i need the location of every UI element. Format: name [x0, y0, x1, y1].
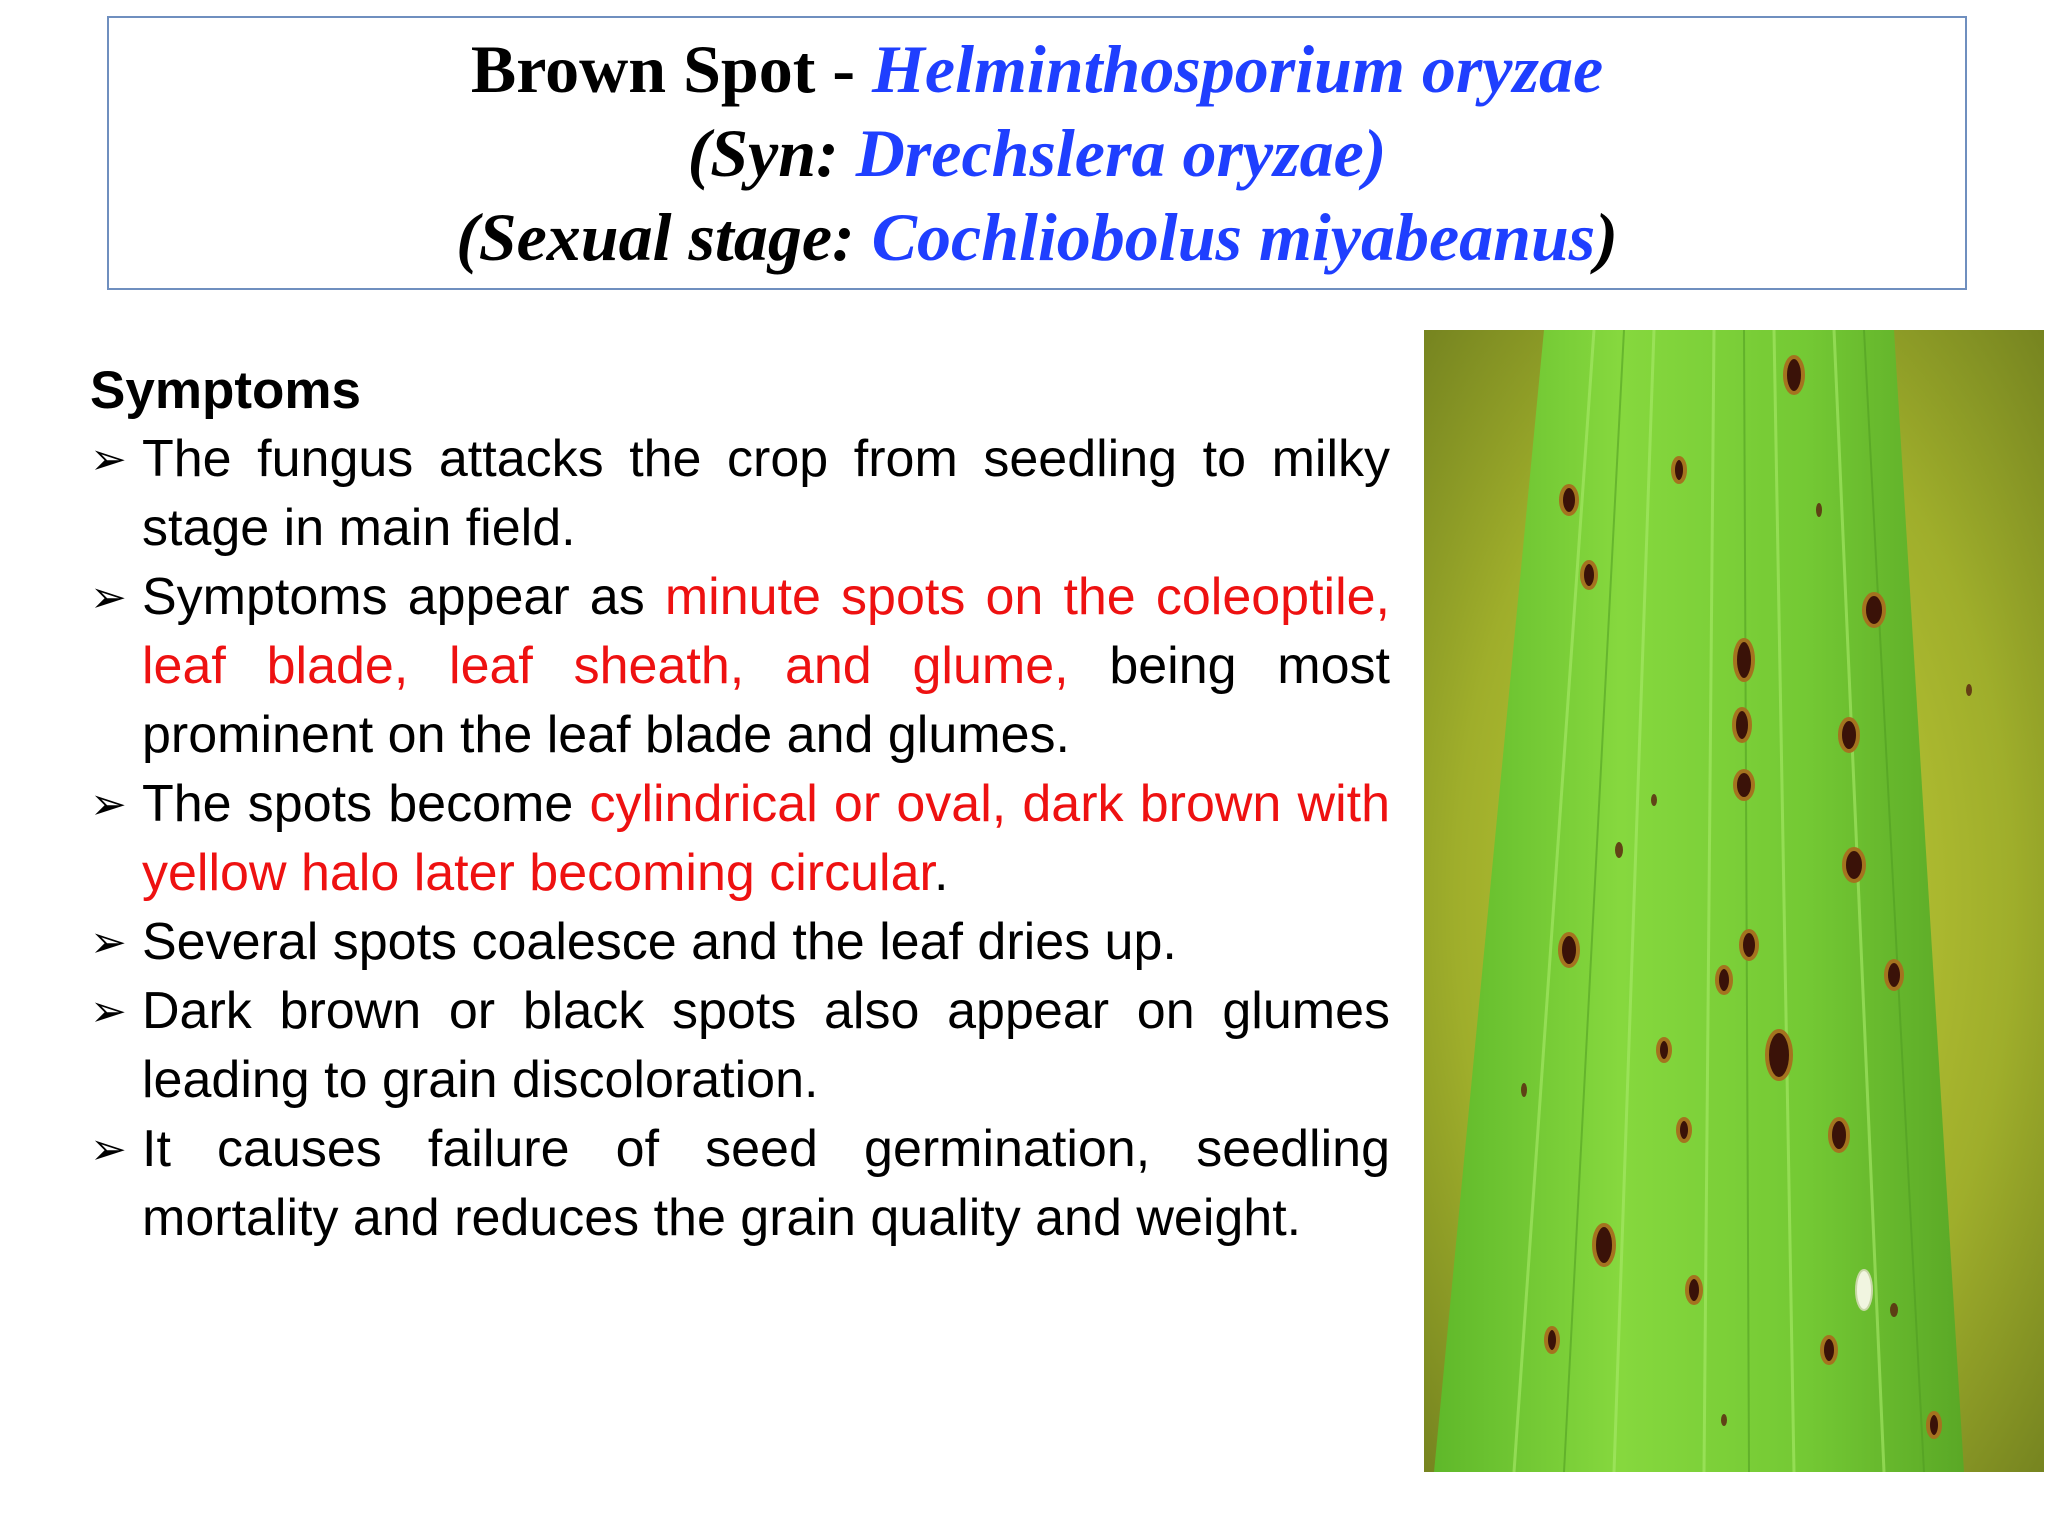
- list-item: [90, 770, 1390, 908]
- title-synonym-label: (Syn:: [687, 115, 856, 191]
- title-sexual-stage-name: Cochliobolus miyabeanus: [871, 199, 1596, 275]
- bullet-text-tail: being most prominent on the leaf blade and glumes.: [142, 637, 1390, 764]
- bullet-text: Dark brown or black spots also appear on glumes leading to grain discoloration.: [142, 982, 1390, 1109]
- bullet-text: The fungus attacks the crop from seedling to milky stage in main field.: [142, 430, 1390, 557]
- bullet-text: It causes failure of seed germination, seedling mortality and reduces the grain quality and weight.: [142, 1120, 1390, 1247]
- symptoms-section: [90, 356, 1390, 1253]
- title-pathogen-name: Helminthosporium oryzae: [872, 31, 1604, 107]
- list-item: [90, 563, 1390, 770]
- symptoms-list: [90, 425, 1390, 1253]
- title-line-3: [456, 195, 1618, 279]
- bullet-text: Several spots coalesce and the leaf dries up.: [142, 913, 1177, 971]
- bullet-arrow-icon: ➢: [90, 572, 127, 623]
- title-box: [107, 16, 1967, 290]
- bullet-arrow-icon: ➢: [90, 434, 127, 485]
- list-item: [90, 977, 1390, 1115]
- bullet-arrow-icon: ➢: [90, 779, 127, 830]
- bullet-text: Symptoms appear as: [142, 568, 665, 626]
- bullet-text: The spots become: [142, 775, 590, 833]
- title-line-2: [688, 111, 1387, 195]
- title-disease-name: Brown Spot -: [470, 31, 873, 107]
- bullet-arrow-icon: ➢: [90, 1124, 127, 1175]
- title-sexual-stage-label: (Sexual stage:: [456, 199, 872, 275]
- title-line-1: [471, 27, 1603, 111]
- title-synonym-name: Drechslera oryzae): [855, 115, 1387, 191]
- title-close-paren: ): [1595, 199, 1618, 275]
- symptoms-heading: Symptoms: [90, 361, 361, 420]
- brown-spot-leaf-photo: [1424, 330, 2044, 1472]
- bullet-arrow-icon: ➢: [90, 917, 127, 968]
- list-item: [90, 1115, 1390, 1253]
- bullet-highlight: cylindrical or oval, dark brown with yellow halo later becoming circular: [142, 775, 1391, 902]
- list-item: [90, 908, 1390, 977]
- bullet-arrow-icon: ➢: [90, 986, 127, 1037]
- bullet-highlight: minute spots on the coleoptile, leaf blade, leaf sheath, and glume,: [142, 568, 1391, 695]
- bullet-text-tail: .: [933, 844, 949, 902]
- list-item: [90, 425, 1390, 563]
